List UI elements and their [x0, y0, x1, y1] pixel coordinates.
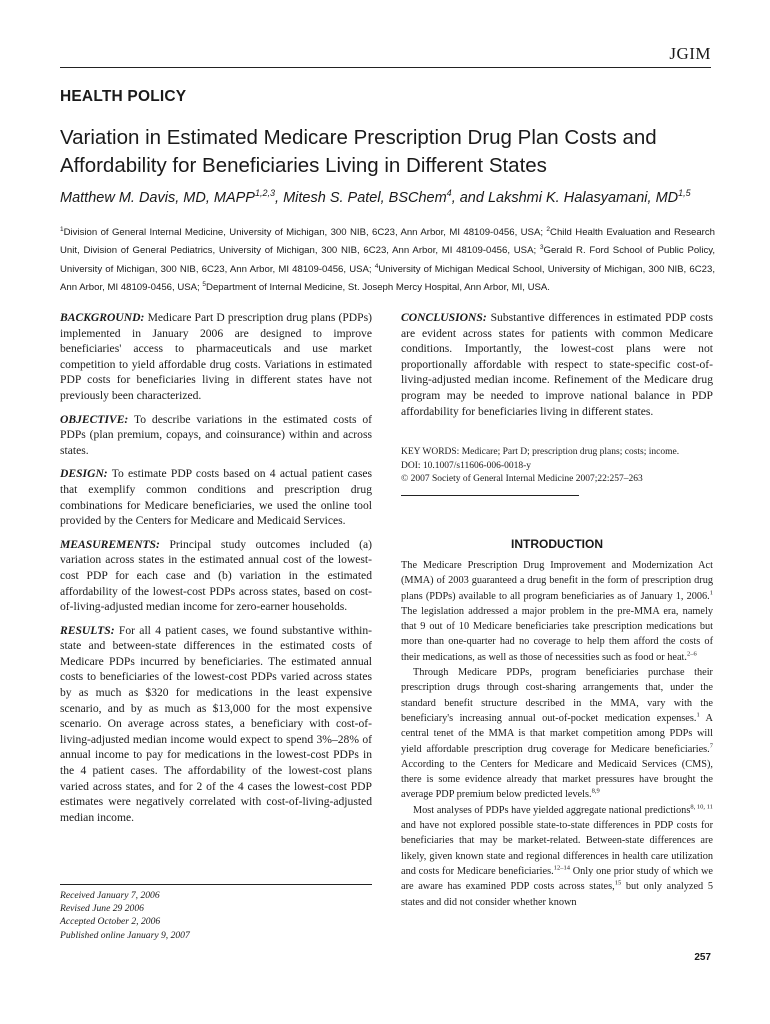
dates-rule	[60, 884, 372, 885]
abstract-background	[60, 310, 372, 404]
page-number: 257	[694, 952, 711, 963]
author-separator: , and	[451, 189, 488, 206]
citation-ref: 2–6	[686, 650, 697, 658]
abstract-objective	[60, 412, 372, 459]
author-affiliation-ref: 1,2,3	[254, 188, 276, 198]
abstract-text: Substantive differences in estimated PDP costs are evident across states for patients with common Medicare conditions. Importantly, the lowest-cost plans were not proportionally affordable with respect to state-specific cost-of-living-adjusted median income. Refinement of the Medicare drug program may be needed to improve national balance in PDP affordability for beneficiaries living in different states.	[401, 311, 713, 418]
citation-ref: 15	[614, 879, 622, 887]
abstract-label: BACKGROUND:	[60, 311, 145, 324]
body-text: but only analyzed 5 states and did not consider whether known	[401, 881, 714, 908]
abstract-label: RESULTS:	[60, 623, 115, 637]
body-text: According to the Centers for Medicare and Medicaid Services (CMS), there is some evidence already that market pressures have brought the average PDP premium below predicted levels.	[401, 758, 713, 801]
abstract-text: To describe variations in the estimated costs of PDPs (plan premium, copays, and coinsurance) within and across states.	[60, 412, 372, 457]
journal-name: JGIM	[669, 44, 711, 63]
introduction-paragraph	[401, 803, 713, 910]
citation-ref: 12–14	[553, 864, 570, 872]
citation-ref: 1	[696, 711, 700, 719]
body-text: The legislation addressed a major problem in the pre-MMA era, namely that 9 out of 10 Medicare beneficiaries take prescription medications but more than one-quarter had no coverage to help them afford the costs of their medications, as well as those of necessities such as food or heat.	[401, 605, 713, 663]
abstract-text: Principal study outcomes included (a) variation across states in the estimated annual cost of the lowest-cost PDP for each case and (b) variation in the estimated affordability of the lowest-cost PDPs across states, based on cost-of-living-adjusted median income for zero-earner households.	[60, 537, 372, 614]
published-date: Published online January 9, 2007	[60, 929, 190, 941]
affiliation-text: University of Michigan Medical School, University of Michigan, 300 NIB, 6C23, Ann Arbor, MI 48109-0456, USA;	[60, 263, 715, 294]
citation-ref: 8, 10, 11	[690, 803, 713, 811]
abstract-text: To estimate PDP costs based on 4 actual patient cases that exemplify common conditions and prescription drug combinations for Medicare beneficiaries, we used the online tool provided by the Centers for Medicare and Medicaid Services.	[60, 467, 372, 528]
body-text: and have not explored possible state-to-state differences in PDP costs for beneficiaries that may be market-related. Between-state differences are likely, given known state and regional differences in health care utilization and costs for Medicare beneficiaries.	[401, 820, 713, 877]
introduction-paragraph	[401, 558, 713, 665]
abstract-text: Medicare Part D prescription drug plans (PDPs) implemented in January 2006 are designed to improve beneficiaries' access to pharmaceuticals and use market competition to yield affordable drug costs. Variations in estimated PDP costs for beneficiaries living in different states have not previously been characterized.	[60, 311, 372, 402]
copyright: © 2007 Society of General Internal Medicine 2007;22:257–263	[401, 474, 643, 485]
affiliation-text: Gerald R. Ford School of Public Policy, University of Michigan, 300 NIB, 6C23, Ann Arbor, MI 48109-0456, USA;	[60, 245, 715, 275]
abstract-left-column	[60, 310, 372, 833]
introduction-paragraph	[401, 665, 713, 803]
citation-ref: 1	[709, 589, 713, 597]
abstract-label: OBJECTIVE:	[60, 412, 129, 426]
citation-ref: 7	[709, 742, 713, 750]
section-label: HEALTH POLICY	[60, 88, 187, 105]
body-text: Only one prior study of which we are aware has examined PDP costs across states,	[401, 865, 714, 893]
affiliation-text: Division of General Internal Medicine, University of Michigan, 300 NIB, 6C23, Ann Arbor, MI 48109-0456, USA;	[63, 227, 547, 239]
author-affiliation-ref: 1,5	[678, 188, 691, 198]
citation-ref: 8,9	[591, 788, 600, 796]
affiliation-number: 3	[539, 244, 544, 252]
body-text: The Medicare Prescription Drug Improvement and Modernization Act (MMA) of 2003 guaranteed a drug benefit in the form of prescription drug plans (PDPs) available to all program beneficiaries as of January 1, 2006.	[401, 560, 713, 602]
author-name: Matthew M. Davis, MD, MAPP	[60, 189, 255, 206]
abstract-label: DESIGN:	[60, 467, 108, 481]
abstract-measurements	[60, 537, 372, 615]
revised-date: Revised June 29 2006	[60, 903, 144, 915]
abstract-conclusions	[401, 310, 713, 419]
affiliation-text: Department of Internal Medicine, St. Joseph Mercy Hospital, Ann Arbor, MI, USA.	[206, 282, 550, 294]
abstract-results	[60, 623, 372, 826]
abstract-right-column	[401, 310, 713, 419]
article-history	[60, 889, 372, 942]
abstract-label: CONCLUSIONS:	[401, 311, 487, 324]
article-metadata	[401, 446, 713, 487]
introduction-heading: INTRODUCTION	[511, 537, 603, 551]
article-title: Variation in Estimated Medicare Prescription Drug Plan Costs and Affordability for Beneficiaries Living in Different States	[60, 126, 657, 177]
body-text: Most analyses of PDPs have yielded aggregate national predictions	[413, 804, 691, 816]
body-text: Through Medicare PDPs, program beneficiaries purchase their prescription drugs through cost-sharing arrangements that, under the standard benefit structure described in the MMA, vary with the beneficiary's increasing annual out-of-pocket medication expenses.	[401, 667, 713, 724]
accepted-date: Accepted October 2, 2006	[60, 916, 161, 928]
author-name: Lakshmi K. Halasyamani, MD	[487, 189, 679, 206]
affiliation-number: 5	[202, 281, 207, 289]
affiliations	[60, 222, 715, 296]
body-text: A central tenet of the MMA is that market competition among PDPs will yield affordable prescription drug coverage for Medicare beneficiaries.	[401, 712, 713, 755]
doi: DOI: 10.1007/s11606-006-0018-y	[401, 460, 531, 471]
affiliation-number: 1	[60, 226, 64, 233]
author-separator: ,	[275, 189, 284, 206]
received-date: Received January 7, 2006	[60, 890, 160, 901]
affiliation-text: Child Health Evaluation and Research Unit, Division of General Pediatrics, University of Michigan, 300 NIB, 6C23, Ann Arbor, MI 48109-0456, USA;	[60, 227, 715, 257]
introduction-body	[401, 558, 713, 910]
author-list	[60, 188, 720, 206]
affiliation-number: 2	[546, 226, 551, 233]
header-rule	[60, 67, 711, 68]
abstract-text: For all 4 patient cases, we found substantive within-state and between-state differences in the estimated costs of Medicare PDPs incurred by beneficiaries. The estimated annual costs to beneficiaries of the lowest-cost PDPs varied across states by as much as $320 for medications in the least expensive scenario, and by as much as $13,000 for the most expensive scenario. On average across states, a beneficiary with cost-of-living-adjusted median income would expect to spend 3%–28% of annual income to pay for medications in the lowest-cost PDPs in the 4 patient cases. The affordability of the lowest-cost plans varied across states, and for 2 of the 4 cases the lowest-cost PDP estimates were negatively correlated with cost-of-living-adjusted median income.	[60, 623, 372, 824]
author-affiliation-ref: 4	[446, 188, 452, 198]
abstract-label: MEASUREMENTS:	[60, 537, 160, 551]
metadata-rule	[401, 495, 579, 496]
affiliation-number: 4	[374, 262, 379, 270]
abstract-design	[60, 466, 372, 528]
keywords: KEY WORDS: Medicare; Part D; prescription drug plans; costs; income.	[401, 447, 680, 457]
author-name: Mitesh S. Patel, BSChem	[283, 189, 447, 206]
